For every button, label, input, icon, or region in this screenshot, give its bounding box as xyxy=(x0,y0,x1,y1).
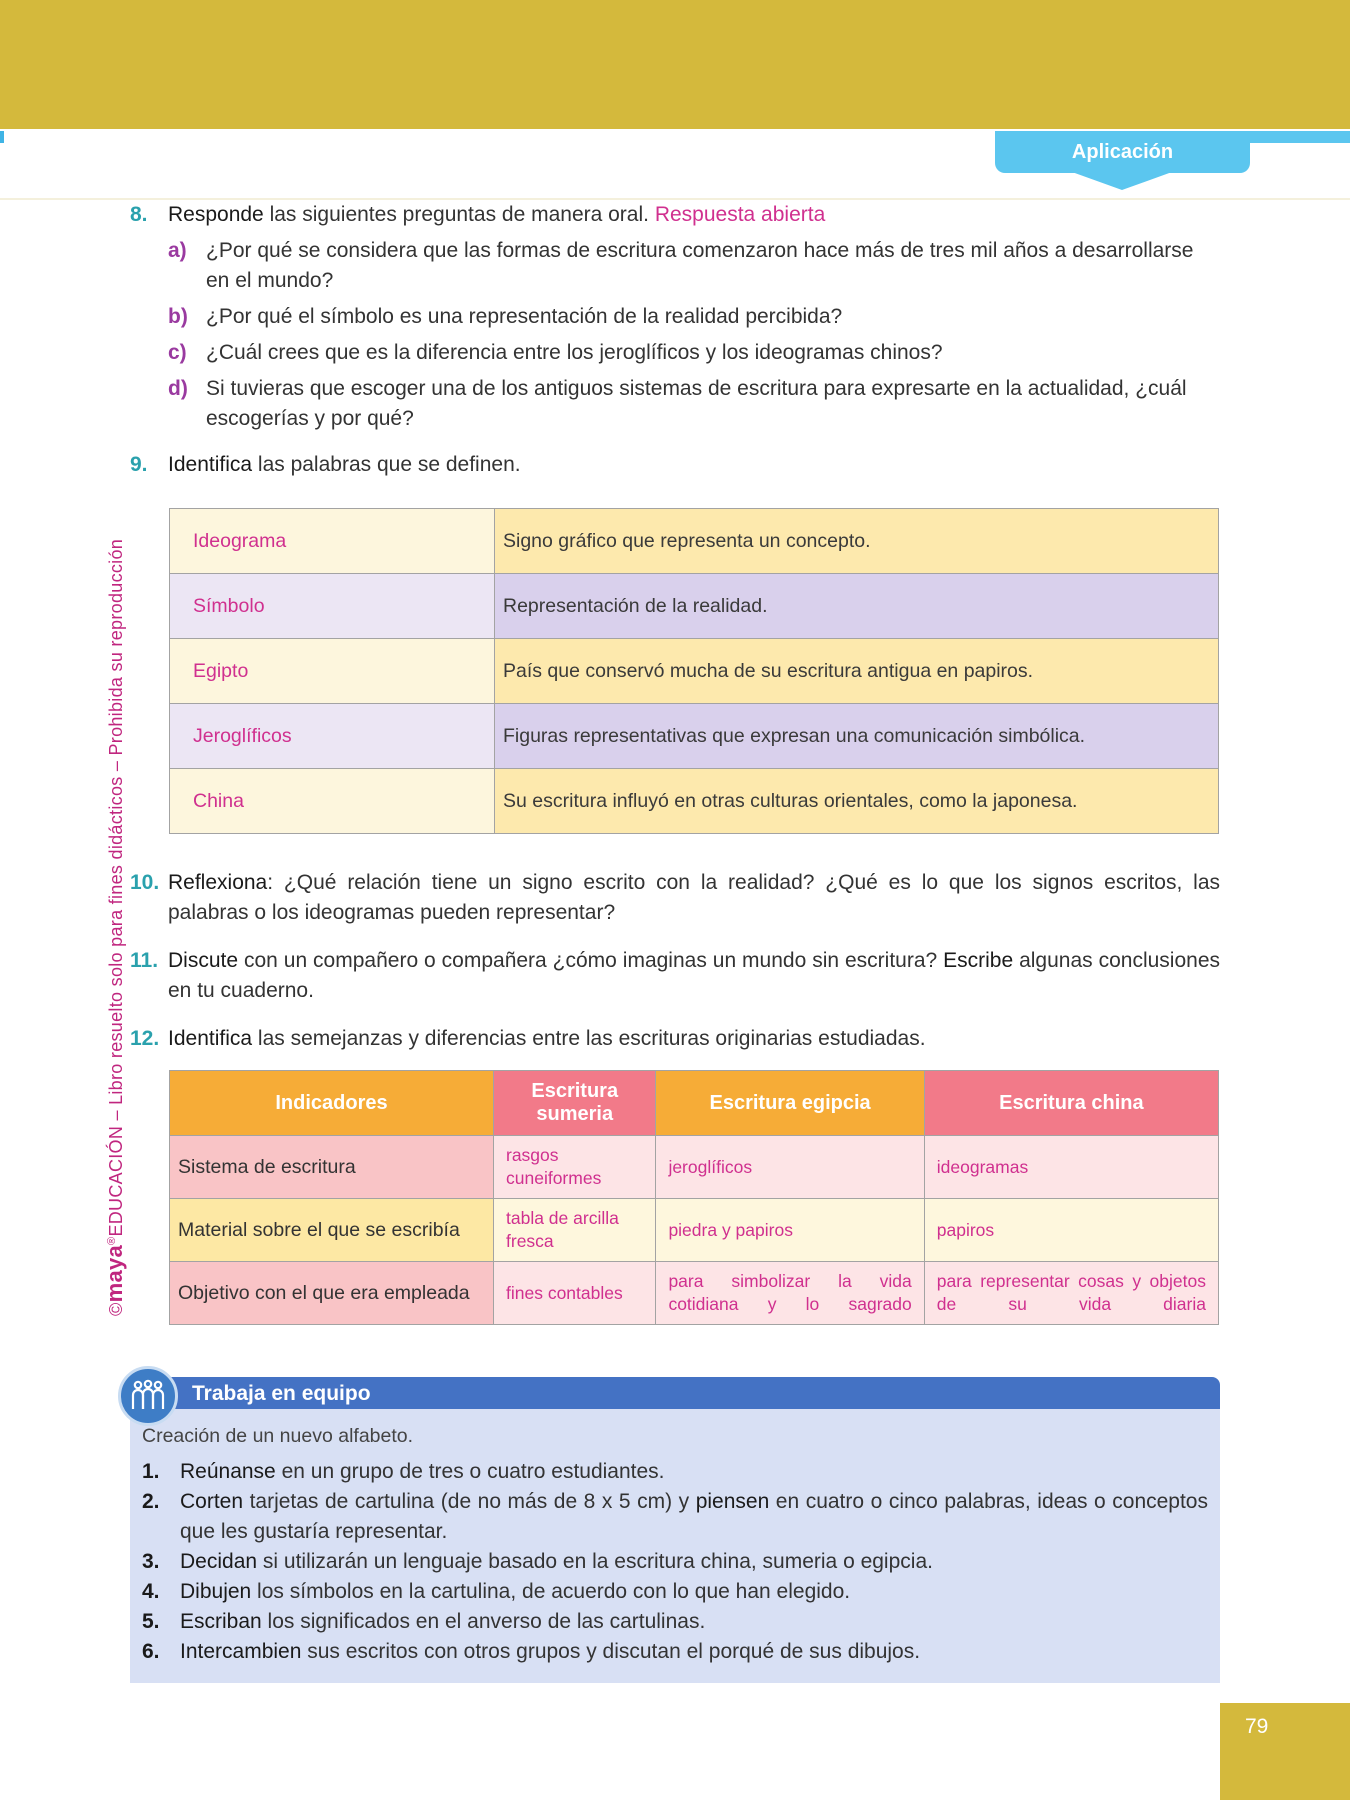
list-item xyxy=(142,1457,1208,1487)
step-number: 5. xyxy=(142,1610,160,1633)
question-keyword: Identifica xyxy=(168,453,253,476)
definition-word: Ideograma xyxy=(170,509,495,574)
question-keyword: Responde xyxy=(168,203,264,226)
value-cell: jeroglíficos xyxy=(656,1136,924,1199)
step-text: los significados en el anverso de las cartulinas. xyxy=(261,1610,706,1633)
step-keyword-2: piensen xyxy=(695,1490,770,1513)
step-text: si utilizarán un lenguaje basado en la escritura china, sumeria o egipcia. xyxy=(257,1550,933,1573)
step-text: los símbolos en la cartulina, de acuerdo con lo que han elegido. xyxy=(251,1580,851,1603)
step-number: 3. xyxy=(142,1550,160,1573)
main-content xyxy=(130,200,1220,1325)
definition-text: Representación de la realidad. xyxy=(495,574,1219,639)
question-text: las palabras que se definen. xyxy=(252,453,521,476)
question-12 xyxy=(130,1024,1220,1054)
step-number: 1. xyxy=(142,1460,160,1483)
subquestion-letter: c) xyxy=(168,341,187,364)
copyright-note xyxy=(102,539,128,1316)
question-keyword: Identifica xyxy=(168,1027,253,1050)
question-keyword-2: Escribe xyxy=(943,949,1014,972)
table-row xyxy=(170,574,1219,639)
column-header: Escritura sumeria xyxy=(494,1071,656,1136)
subquestion-text: ¿Por qué el símbolo es una representación de la realidad percibida? xyxy=(206,305,843,328)
subquestion-text: ¿Cuál crees que es la diferencia entre los jeroglíficos y los ideogramas chinos? xyxy=(206,341,943,364)
definition-word: Jeroglíficos xyxy=(170,704,495,769)
question-text: las semejanzas y diferencias entre las escrituras originarias estudiadas. xyxy=(252,1027,926,1050)
section-tab-label: Aplicación xyxy=(1071,140,1174,163)
indicator-cell: Material sobre el que se escribía xyxy=(170,1199,494,1262)
answer-note: Respuesta abierta xyxy=(654,203,826,226)
team-people-icon xyxy=(118,1366,178,1426)
subquestion-c xyxy=(168,338,1220,368)
team-work-title: Trabaja en equipo xyxy=(192,1382,371,1405)
column-header: Escritura china xyxy=(924,1071,1218,1136)
question-number: 9. xyxy=(130,453,148,476)
step-number: 2. xyxy=(142,1490,160,1513)
step-keyword: Reúnanse xyxy=(180,1460,276,1483)
step-text: sus escritos con otros grupos y discutan el porqué de sus dibujos. xyxy=(301,1640,921,1663)
subquestion-letter: b) xyxy=(168,305,188,328)
list-item xyxy=(142,1637,1208,1667)
definition-word: Símbolo xyxy=(170,574,495,639)
table-row xyxy=(170,1262,1219,1325)
question-11 xyxy=(130,946,1220,1006)
question-keyword: Reflexiona xyxy=(168,871,268,894)
question-text: con un compañero o compañera ¿cómo imaginas un mundo sin escritura? xyxy=(238,949,944,972)
list-item xyxy=(142,1487,1208,1547)
value-cell: ideogramas xyxy=(924,1136,1218,1199)
step-keyword: Escriban xyxy=(180,1610,262,1633)
subquestion-b xyxy=(168,302,1220,332)
definitions-table xyxy=(169,508,1219,834)
subquestion-text: ¿Por qué se considera que las formas de escritura comenzaron hace más de tres mil años a desarrollarse en el mundo? xyxy=(206,239,1194,292)
question-9 xyxy=(130,450,1220,480)
comparison-table xyxy=(169,1070,1219,1325)
list-item xyxy=(142,1577,1208,1607)
value-cell: papiros xyxy=(924,1199,1218,1262)
definition-text: Signo gráfico que representa un concepto. xyxy=(495,509,1219,574)
definition-text: Su escritura influyó en otras culturas orientales, como la japonesa. xyxy=(495,769,1219,834)
value-cell: tabla de arcilla fresca xyxy=(494,1199,656,1262)
table-row xyxy=(170,1136,1219,1199)
question-text: las siguientes preguntas de manera oral. xyxy=(263,203,655,226)
copyright-text: EDUCACIÓN – Libro resuelto solo para fines didácticos – Prohibida su reproducción xyxy=(106,538,126,1237)
header-left-tick xyxy=(0,131,4,143)
header-right-strip xyxy=(1250,131,1350,143)
question-text: : ¿Qué relación tiene un signo escrito con la realidad? ¿Qué es lo que los signos escritos, las palabras o los ideogramas pueden representar? xyxy=(168,871,1220,924)
question-8 xyxy=(130,200,1220,230)
list-item xyxy=(142,1607,1208,1637)
team-work-steps xyxy=(142,1457,1208,1667)
registered-mark: ® xyxy=(106,1236,118,1245)
table-row xyxy=(170,769,1219,834)
table-row xyxy=(170,509,1219,574)
step-number: 4. xyxy=(142,1580,160,1603)
value-cell: piedra y papiros xyxy=(656,1199,924,1262)
table-row xyxy=(170,704,1219,769)
question-number: 8. xyxy=(130,203,148,226)
step-text-2: en cuatro o cinco palabras, ideas o conceptos que les gustaría representar. xyxy=(180,1490,1208,1543)
definition-text: País que conservó mucha de su escritura antigua en papiros. xyxy=(495,639,1219,704)
column-header: Indicadores xyxy=(170,1071,494,1136)
indicator-cell: Objetivo con el que era empleada xyxy=(170,1262,494,1325)
value-cell: para simbolizar la vida cotidiana y lo sagrado xyxy=(656,1262,924,1325)
definition-word: China xyxy=(170,769,495,834)
question-number: 10. xyxy=(130,871,160,894)
question-keyword: Discute xyxy=(168,949,239,972)
question-number: 11. xyxy=(130,949,159,972)
section-tab xyxy=(995,131,1250,173)
page-number: 79 xyxy=(1245,1715,1269,1738)
brand-name: maya xyxy=(102,1244,127,1303)
question-text-2: algunas conclusiones en tu cuaderno. xyxy=(168,949,1220,1002)
question-number: 12. xyxy=(130,1027,160,1050)
header-band xyxy=(0,0,1350,129)
column-header: Escritura egipcia xyxy=(656,1071,924,1136)
subquestion-letter: a) xyxy=(168,239,187,262)
team-work-intro: Creación de un nuevo alfabeto. xyxy=(142,1425,414,1447)
value-cell: para representar cosas y objetos de su vida diaria xyxy=(924,1262,1218,1325)
value-cell: fines contables xyxy=(494,1262,656,1325)
step-text: tarjetas de cartulina (de no más de 8 x 5 cm) y xyxy=(243,1490,696,1513)
definition-word: Egipto xyxy=(170,639,495,704)
step-keyword: Corten xyxy=(180,1490,244,1513)
copyright-symbol: © xyxy=(106,1302,126,1316)
subquestion-a xyxy=(168,236,1220,296)
section-tab-point xyxy=(1072,172,1172,190)
list-item xyxy=(142,1547,1208,1577)
step-text: en un grupo de tres o cuatro estudiantes. xyxy=(275,1460,665,1483)
table-row xyxy=(170,1199,1219,1262)
table-row xyxy=(170,639,1219,704)
step-keyword: Intercambien xyxy=(180,1640,302,1663)
definition-text: Figuras representativas que expresan una comunicación simbólica. xyxy=(495,704,1219,769)
value-cell: rasgos cuneiformes xyxy=(494,1136,656,1199)
step-keyword: Decidan xyxy=(180,1550,258,1573)
table-header-row xyxy=(170,1071,1219,1136)
page-number-box xyxy=(1220,1703,1350,1800)
subquestion-text: Si tuvieras que escoger una de los antiguos sistemas de escritura para expresarte en la actualidad, ¿cuál escogerías y por qué? xyxy=(206,377,1187,430)
subquestion-d xyxy=(168,374,1220,434)
subquestion-letter: d) xyxy=(168,377,188,400)
step-number: 6. xyxy=(142,1640,160,1663)
question-10 xyxy=(130,868,1220,928)
step-keyword: Dibujen xyxy=(180,1580,252,1603)
indicator-cell: Sistema de escritura xyxy=(170,1136,494,1199)
